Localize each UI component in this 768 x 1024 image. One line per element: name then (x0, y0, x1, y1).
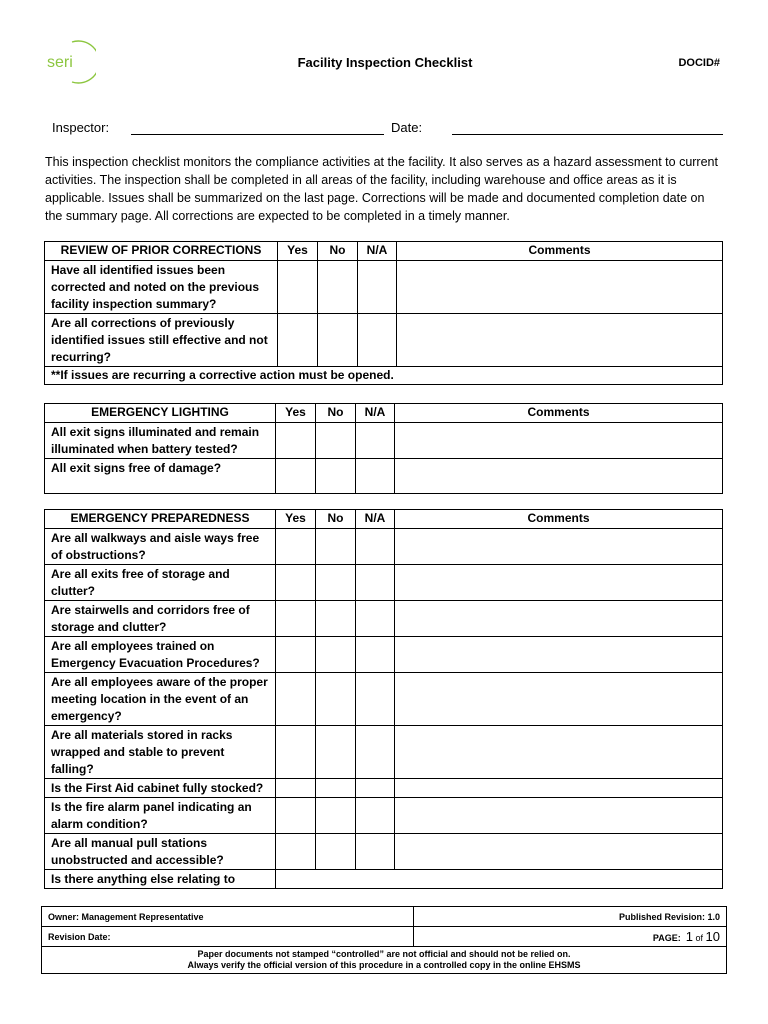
table-row (45, 870, 723, 889)
yes-cell[interactable] (276, 637, 316, 673)
comment-cell[interactable] (395, 834, 723, 870)
na-cell[interactable] (356, 565, 395, 601)
question: Have all identified issues been corrected and noted on the previous facility inspection summary? (45, 261, 278, 314)
emergency-preparedness-table (44, 509, 723, 889)
na-cell[interactable] (356, 423, 395, 459)
na-cell[interactable] (356, 834, 395, 870)
inspector-field[interactable] (131, 134, 384, 135)
intro-paragraph: This inspection checklist monitors the compliance activities at the facility. It also serves as a hazard assessment to current activities. The inspection shall be completed in all areas of the facility, including warehouse and office areas as it is applicable. Issues shall be summarized on the last page. Corrections will be made and documented completion date on the summary page. All corrections are expected to be completed in a timely manner. (45, 155, 718, 223)
document-footer (41, 906, 727, 974)
owner: Owner: Management Representative (42, 907, 414, 927)
yes-cell[interactable] (278, 261, 318, 314)
table-row (45, 529, 723, 565)
table-row (45, 834, 723, 870)
comment-cell[interactable] (395, 798, 723, 834)
no-cell[interactable] (316, 423, 356, 459)
col-yes: Yes (276, 510, 316, 529)
table-row (45, 565, 723, 601)
disclaimer-line-2: Always verify the official version of this procedure in a controlled copy in the online EHSMS (187, 960, 581, 970)
no-cell[interactable] (316, 834, 356, 870)
question: Is there anything else relating to (45, 870, 276, 889)
table-row (45, 601, 723, 637)
review-prior-corrections-table (44, 241, 723, 385)
table-row (45, 261, 723, 314)
na-cell[interactable] (358, 314, 397, 367)
na-cell[interactable] (356, 726, 395, 779)
section-title: REVIEW OF PRIOR CORRECTIONS (45, 242, 278, 261)
section-title: EMERGENCY PREPAREDNESS (45, 510, 276, 529)
doc-id: DOCID# (678, 57, 720, 69)
yes-cell[interactable] (276, 726, 316, 779)
page-label: PAGE: (652, 933, 681, 943)
response-cell[interactable] (276, 870, 723, 889)
comment-cell[interactable] (395, 459, 723, 494)
col-na: N/A (358, 242, 397, 261)
yes-cell[interactable] (276, 565, 316, 601)
no-cell[interactable] (316, 726, 356, 779)
table-row (45, 798, 723, 834)
question: Are all materials stored in racks wrapped and stable to prevent falling? (45, 726, 276, 779)
no-cell[interactable] (316, 459, 356, 494)
comment-cell[interactable] (395, 779, 723, 798)
no-cell[interactable] (316, 673, 356, 726)
na-cell[interactable] (356, 601, 395, 637)
col-comments: Comments (397, 242, 723, 261)
na-cell[interactable] (358, 261, 397, 314)
col-no: No (316, 404, 356, 423)
published-revision: Published Revision: 1.0 (414, 907, 727, 927)
question: Are all walkways and aisle ways free of obstructions? (45, 529, 276, 565)
page-indicator (414, 927, 727, 947)
date-label: Date: (391, 120, 423, 135)
comment-cell[interactable] (397, 314, 723, 367)
emergency-lighting-table (44, 403, 723, 494)
svg-text:seri: seri (47, 54, 73, 71)
disclaimer-line-1: Paper documents not stamped “controlled” are not official and should not be relied on. (197, 949, 571, 959)
na-cell[interactable] (356, 529, 395, 565)
page-current: 1 (685, 929, 693, 944)
comment-cell[interactable] (395, 423, 723, 459)
section-title: EMERGENCY LIGHTING (45, 404, 276, 423)
page-of: of (695, 933, 704, 943)
comment-cell[interactable] (397, 261, 723, 314)
yes-cell[interactable] (276, 423, 316, 459)
no-cell[interactable] (316, 565, 356, 601)
yes-cell[interactable] (276, 673, 316, 726)
col-no: No (318, 242, 358, 261)
col-na: N/A (356, 510, 395, 529)
question: Is the fire alarm panel indicating an alarm condition? (45, 798, 276, 834)
na-cell[interactable] (356, 459, 395, 494)
question: All exit signs illuminated and remain illuminated when battery tested? (45, 423, 276, 459)
yes-cell[interactable] (276, 798, 316, 834)
no-cell[interactable] (316, 779, 356, 798)
no-cell[interactable] (318, 261, 358, 314)
comment-cell[interactable] (395, 565, 723, 601)
na-cell[interactable] (356, 673, 395, 726)
col-comments: Comments (395, 404, 723, 423)
disclaimer (42, 947, 727, 974)
comment-cell[interactable] (395, 726, 723, 779)
yes-cell[interactable] (276, 529, 316, 565)
na-cell[interactable] (356, 779, 395, 798)
table-row (45, 779, 723, 798)
page-title: Facility Inspection Checklist (297, 55, 473, 70)
na-cell[interactable] (356, 798, 395, 834)
question: Are all corrections of previously identified issues still effective and not recurring? (45, 314, 278, 367)
yes-cell[interactable] (276, 601, 316, 637)
question: Are all employees aware of the proper meeting location in the event of an emergency? (45, 673, 276, 726)
col-yes: Yes (276, 404, 316, 423)
col-na: N/A (356, 404, 395, 423)
page-total: 10 (705, 929, 720, 944)
question: Are all manual pull stations unobstructed and accessible? (45, 834, 276, 870)
question: Are stairwells and corridors free of storage and clutter? (45, 601, 276, 637)
na-cell[interactable] (356, 637, 395, 673)
table-row (45, 459, 723, 494)
table-row (45, 314, 723, 367)
date-field[interactable] (452, 134, 723, 135)
table-row (45, 726, 723, 779)
question: All exit signs free of damage? (45, 459, 276, 494)
no-cell[interactable] (318, 314, 358, 367)
comment-cell[interactable] (395, 637, 723, 673)
comment-cell[interactable] (395, 529, 723, 565)
comment-cell[interactable] (395, 601, 723, 637)
no-cell[interactable] (316, 529, 356, 565)
col-yes: Yes (278, 242, 318, 261)
yes-cell[interactable] (276, 834, 316, 870)
no-cell[interactable] (316, 637, 356, 673)
question: Are all employees trained on Emergency Evacuation Procedures? (45, 637, 276, 673)
no-cell[interactable] (316, 601, 356, 637)
table-row (45, 637, 723, 673)
inspector-label: Inspector: (52, 120, 110, 135)
question: Are all exits free of storage and clutter? (45, 565, 276, 601)
table-row (45, 673, 723, 726)
col-comments: Comments (395, 510, 723, 529)
table-row (45, 423, 723, 459)
yes-cell[interactable] (276, 459, 316, 494)
revision-date: Revision Date: (42, 927, 414, 947)
comment-cell[interactable] (395, 673, 723, 726)
no-cell[interactable] (316, 798, 356, 834)
yes-cell[interactable] (278, 314, 318, 367)
question: Is the First Aid cabinet fully stocked? (45, 779, 276, 798)
yes-cell[interactable] (276, 779, 316, 798)
seri-logo (42, 40, 96, 84)
recurring-note: **If issues are recurring a corrective action must be opened. (45, 367, 723, 385)
col-no: No (316, 510, 356, 529)
